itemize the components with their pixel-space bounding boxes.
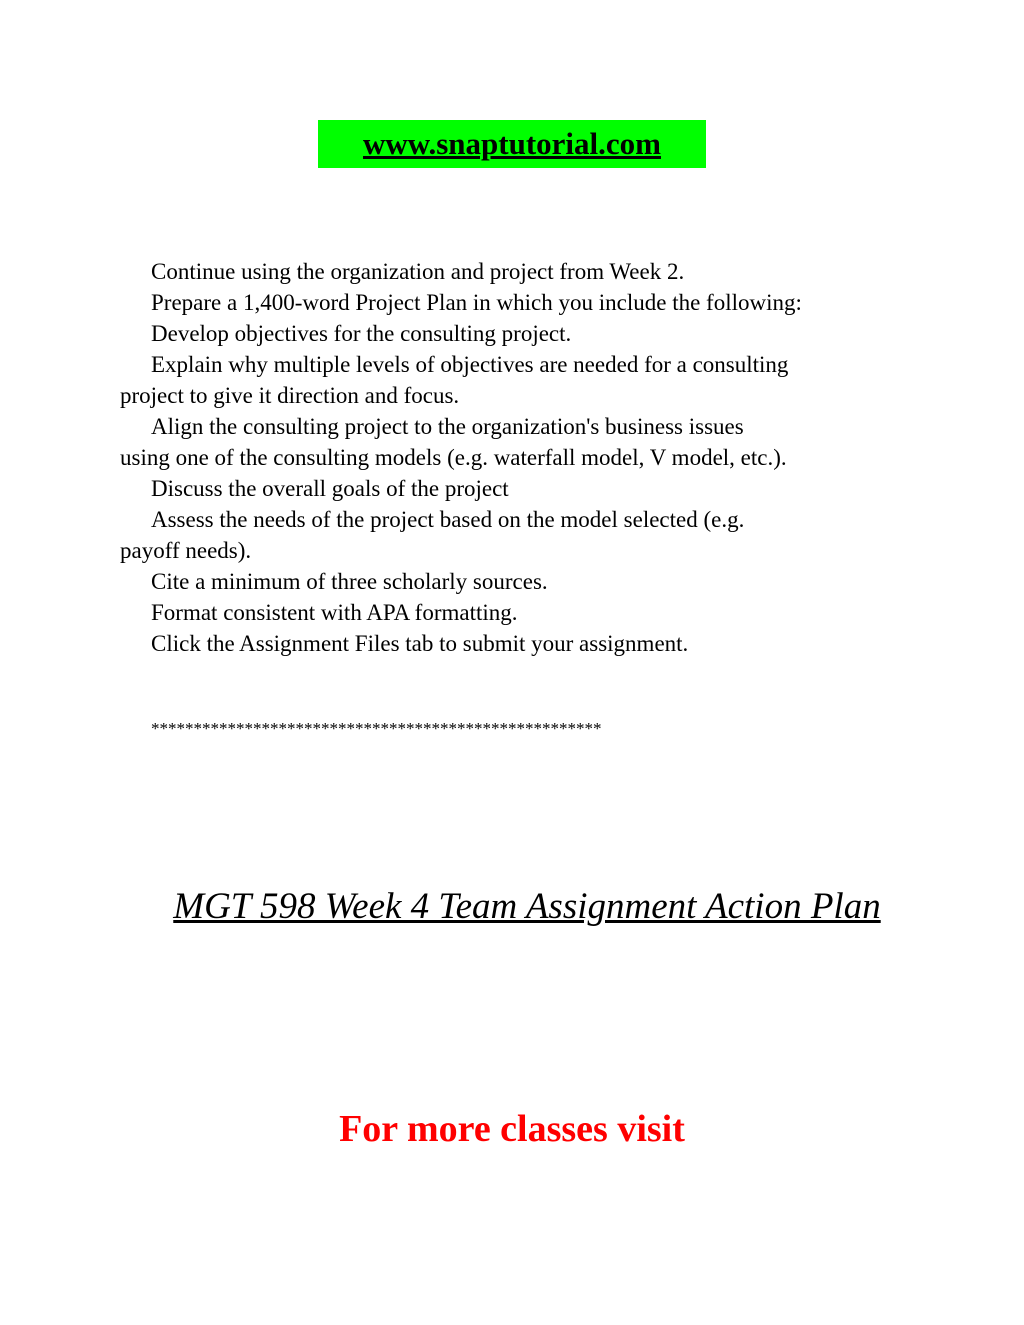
footer-visit-text: For more classes visit	[339, 1108, 685, 1150]
instruction-line: Develop objectives for the consulting project.	[151, 321, 572, 346]
instruction-line: project to give it direction and focus.	[120, 383, 460, 408]
instruction-line: Format consistent with APA formatting.	[151, 600, 518, 625]
document-title: MGT 598 Week 4 Team Assignment Action Plan	[173, 886, 881, 927]
separator: *****************************************************	[151, 719, 602, 738]
instruction-line: Cite a minimum of three scholarly sources.	[151, 569, 548, 594]
instruction-line: Explain why multiple levels of objectives are needed for a consulting	[151, 352, 789, 377]
instruction-line: payoff needs).	[120, 538, 252, 563]
instruction-line: Continue using the organization and project from Week 2.	[151, 259, 685, 284]
instruction-line: using one of the consulting models (e.g. waterfall model, V model, etc.).	[120, 445, 787, 470]
instruction-line: Click the Assignment Files tab to submit your assignment.	[151, 631, 689, 656]
instruction-line: Discuss the overall goals of the project	[151, 476, 509, 501]
instruction-line: Prepare a 1,400-word Project Plan in which you include the following:	[151, 290, 802, 315]
instruction-line: Align the consulting project to the organization's business issues	[151, 414, 744, 439]
site-link[interactable]: www.snaptutorial.com	[318, 120, 706, 168]
instruction-line: Assess the needs of the project based on the model selected (e.g.	[151, 507, 745, 532]
assignment-instructions	[120, 256, 920, 659]
